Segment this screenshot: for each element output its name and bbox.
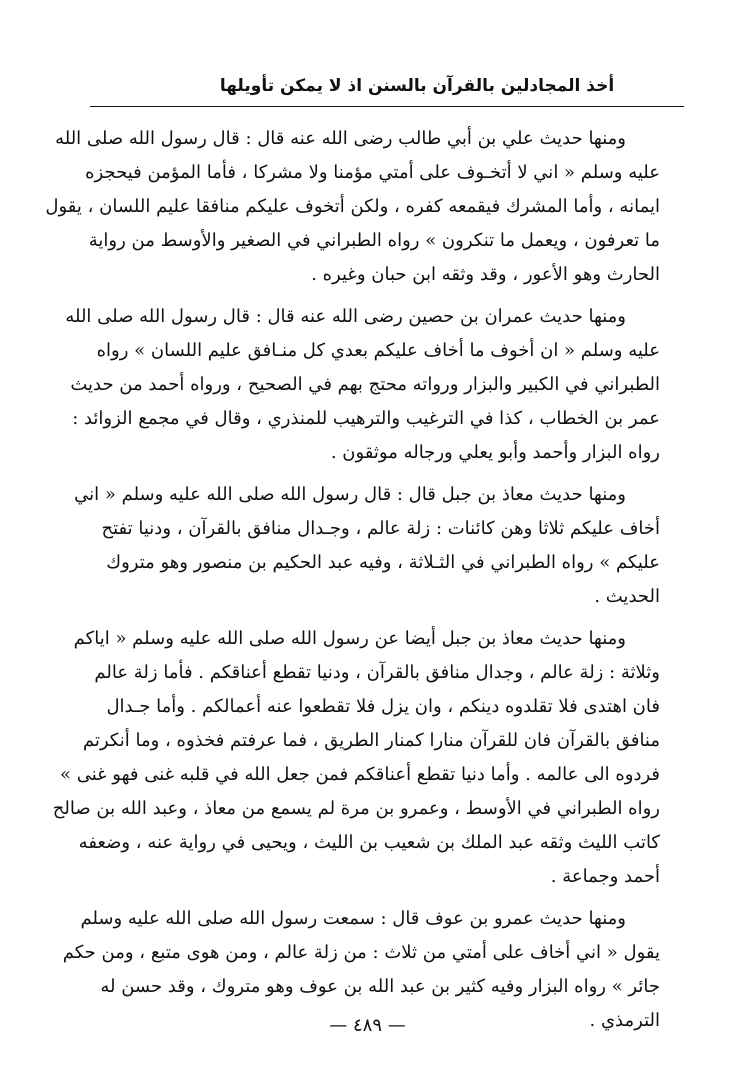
text-line: الحديث . [594,586,660,607]
page-body [38,122,660,1038]
text-line: عليكم » رواه الطبراني في الثـلاثة ، وفيه عبد الحكيم بن منصور وهو متروك [106,552,660,573]
text-line: عمر بن الخطاب ، كذا في الترغيب والترهيب للمنذري ، وقال في مجمع الزوائد : [72,408,660,429]
text-line: يقول « اني أخاف على أمتي من ثلاث : من زلة عالم ، ومن هوى متبع ، ومن حكم [62,942,660,963]
text-line: فردوه الى عالمه . وأما دنيا تقطع أعناقكم فمن جعل الله في قلبه غنى فهو غنى » [59,764,660,785]
text-line: جائر » رواه البزار وفيه كثير بن عبد الله بن عوف وهو متروك ، وقد حسن له [100,976,660,997]
text-line: كاتب الليث وثقه عبد الملك بن شعيب بن الليث ، ويحيى في رواية عنه ، وضعفه [78,832,660,853]
text-line: أحمد وجماعة . [550,866,660,887]
paragraph-gap [38,614,660,622]
text-line: ومنها حديث عمران بن حصين رضى الله عنه قال : قال رسول الله صلى الله [65,306,626,327]
text-line: أخاف عليكم ثلاثا وهن كائنات : زلة عالم ، وجـدال منافق بالقرآن ، ودنيا تفتح [101,518,660,539]
text-line: رواه البزار وأحمد وأبو يعلي ورجاله موثقون . [330,442,660,463]
text-line: الطبراني في الكبير والبزار ورواته محتج بهم في الصحيح ، ورواه أحمد من حديث [70,374,660,395]
text-line: ومنها حديث علي بن أبي طالب رضى الله عنه قال : قال رسول الله صلى الله [55,128,626,149]
text-line: رواه الطبراني في الأوسط ، وعمرو بن مرة لم يسمع من معاذ ، وعبد الله بن صالح [52,798,660,819]
paragraph-imran [38,300,660,470]
header-rule [90,106,684,107]
text-line: منافق بالقرآن فان للقرآن منارا كمنار الطريق ، فما عرفتم فخذوه ، وما أنكرتم [82,730,660,751]
running-header: أخذ المجادلين بالقرآن بالسنن اذ لا يمكن تأويلها [219,76,615,96]
text-line: الترمذي . [589,1010,660,1031]
text-line: ومنها حديث عمرو بن عوف قال : سمعت رسول الله صلى الله عليه وسلم [80,908,626,929]
paragraph-ali [38,122,660,292]
text-line: ومنها حديث معاذ بن جبل أيضا عن رسول الله صلى الله عليه وسلم « اياكم [73,628,626,649]
paragraph-gap [38,470,660,478]
paragraph-muadh-1 [38,478,660,614]
text-line: الحارث وهو الأعور ، وقد وثقه ابن حبان وغيره . [311,264,660,285]
text-line: عليه وسلم « اني لا أتخـوف على أمتي مؤمنا ولا مشركا ، فأما المؤمن فيحجزه [85,162,660,183]
text-line: عليه وسلم « ان أخوف ما أخاف عليكم بعدي كل منـافق عليم اللسان » رواه [96,340,660,361]
page-number: — ٤٨٩ — [329,1015,406,1036]
paragraph-muadh-2 [38,622,660,894]
text-line: ومنها حديث معاذ بن جبل قال : قال رسول الله صلى الله عليه وسلم « اني [74,484,626,505]
paragraph-gap [38,894,660,902]
text-line: وثلاثة : زلة عالم ، وجدال منافق بالقرآن ، ودنيا تقطع أعناقكم . فأما زلة عالم [94,662,660,683]
text-line: ايمانه ، وأما المشرك فيقمعه كفره ، ولكن أتخوف عليكم منافقا عليم اللسان ، يقول [45,196,660,217]
text-line: فان اهتدى فلا تقلدوه دينكم ، وان يزل فلا تقطعوا عنه أعمالكم . وأما جـدال [106,696,660,717]
text-line: ما تعرفون ، ويعمل ما تنكرون » رواه الطبراني في الصغير والأوسط من رواية [88,230,660,251]
paragraph-gap [38,292,660,300]
